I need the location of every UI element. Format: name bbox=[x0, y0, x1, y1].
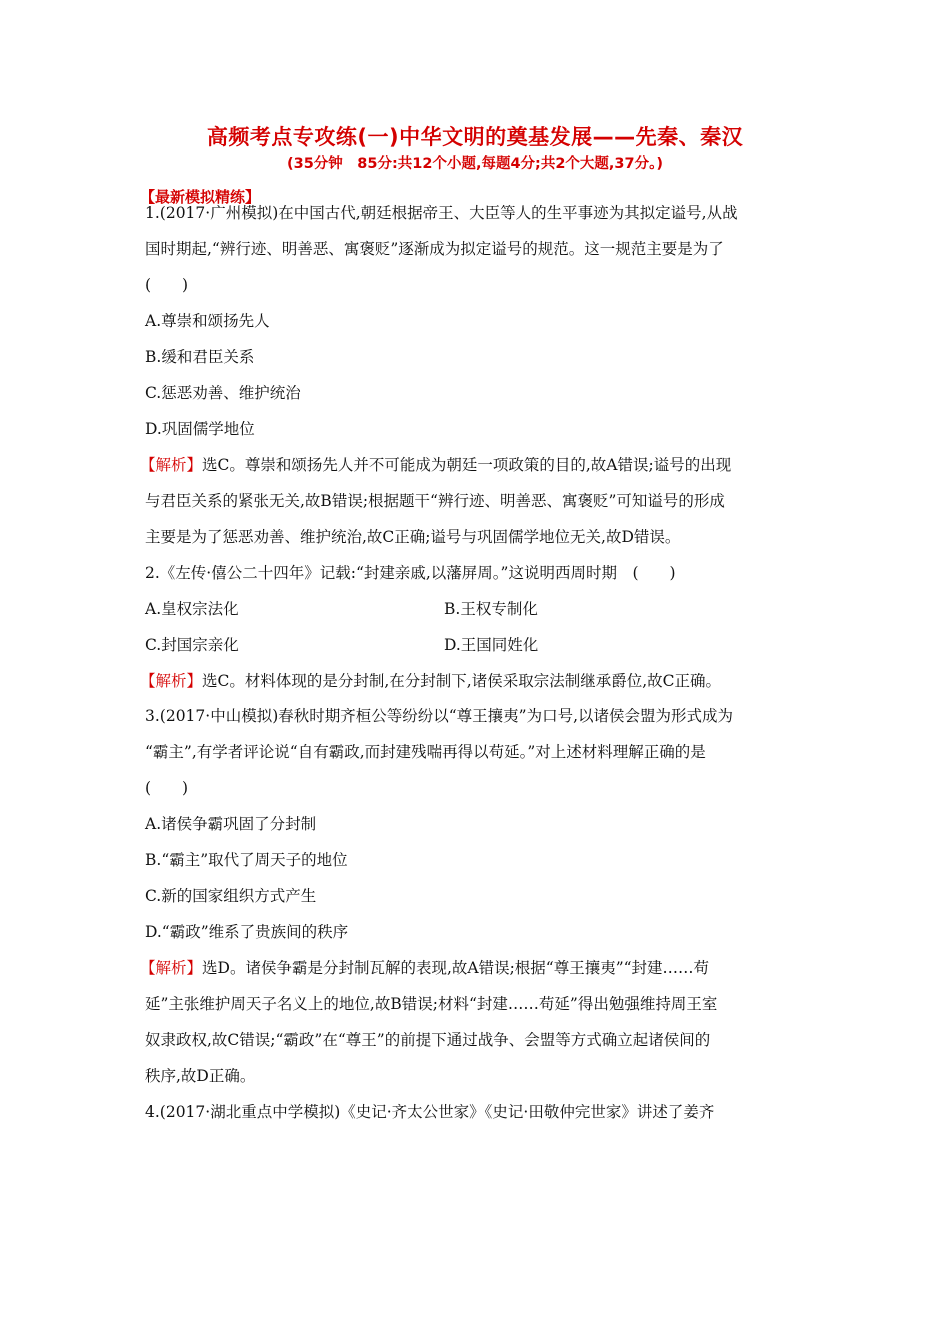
q3-option-d: D.“霸政”维系了贵族间的秩序 bbox=[145, 923, 349, 941]
q1-analysis-line-3: 主要是为了惩恶劝善、维护统治,故C正确;谥号与巩固儒学地位无关,故D错误。 bbox=[145, 528, 681, 546]
q1-analysis-text-1: 选C。尊崇和颂扬先人并不可能成为朝廷一项政策的目的,故A错误;谥号的出现 bbox=[202, 456, 732, 474]
analysis-tag: 【解析】 bbox=[140, 456, 203, 474]
q2-analysis bbox=[140, 671, 810, 691]
q3-stem-line-1: 3.(2017·中山模拟)春秋时期齐桓公等纷纷以“尊王攘夷”为口号,以诸侯会盟为形式成为 bbox=[145, 707, 734, 725]
q1-stem-line-3: ( ) bbox=[145, 276, 189, 294]
q2-option-b: B.王权专制化 bbox=[444, 600, 538, 618]
q3-analysis-line-1 bbox=[140, 958, 810, 978]
q4-stem: 4.(2017·湖北重点中学模拟)《史记·齐太公世家》《史记·田敬仲完世家》讲述了姜齐 bbox=[145, 1103, 715, 1121]
q1-option-a: A.尊崇和颂扬先人 bbox=[145, 312, 270, 330]
q3-stem-line-3: ( ) bbox=[145, 779, 189, 797]
section-label: 【最新模拟精练】 bbox=[140, 188, 261, 206]
q2-analysis-text: 选C。材料体现的是分封制,在分封制下,诸侯采取宗法制继承爵位,故C正确。 bbox=[202, 672, 722, 690]
q3-analysis-line-4: 秩序,故D正确。 bbox=[145, 1067, 256, 1085]
q3-analysis-line-3: 奴隶政权,故C错误;“霸政”在“尊王”的前提下通过战争、会盟等方式确立起诸侯间的 bbox=[145, 1031, 711, 1049]
q2-option-a: A.皇权宗法化 bbox=[145, 600, 239, 618]
q3-option-b: B.“霸主”取代了周天子的地位 bbox=[145, 851, 348, 869]
q2-stem: 2.《左传·僖公二十四年》记载:“封建亲戚,以藩屏周。”这说明西周时期 ( ) bbox=[145, 564, 676, 582]
q1-stem-line-1: 1.(2017·广州模拟)在中国古代,朝廷根据帝王、大臣等人的生平事迹为其拟定谥号,从战 bbox=[145, 204, 738, 222]
analysis-tag: 【解析】 bbox=[140, 672, 203, 690]
analysis-tag: 【解析】 bbox=[140, 959, 203, 977]
q1-stem-line-2: 国时期起,“辨行迹、明善恶、寓褒贬”逐渐成为拟定谥号的规范。这一规范主要是为了 bbox=[145, 240, 724, 258]
page-title: 高频考点专攻练(一)中华文明的奠基发展——先秦、秦汉 bbox=[206, 125, 744, 149]
q1-option-b: B.缓和君臣关系 bbox=[145, 348, 255, 366]
q1-option-d: D.巩固儒学地位 bbox=[145, 420, 255, 438]
q3-option-c: C.新的国家组织方式产生 bbox=[145, 887, 317, 905]
page-subtitle: (35分钟 85分:共12个小题,每题4分;共2个大题,37分。) bbox=[286, 156, 663, 172]
q1-analysis-line-1 bbox=[140, 455, 810, 475]
q1-analysis-line-2: 与君臣关系的紧张无关,故B错误;根据题干“辨行迹、明善恶、寓褒贬”可知谥号的形成 bbox=[145, 492, 725, 510]
q3-stem-line-2: “霸主”,有学者评论说“自有霸政,而封建残喘再得以苟延。”对上述材料理解正确的是 bbox=[145, 743, 706, 761]
q2-option-c: C.封国宗亲化 bbox=[145, 636, 239, 654]
q1-option-c: C.惩恶劝善、维护统治 bbox=[145, 384, 301, 402]
q2-option-d: D.王国同姓化 bbox=[444, 636, 539, 654]
q3-analysis-line-2: 延”主张维护周天子名义上的地位,故B错误;材料“封建……苟延”得出勉强维持周王室 bbox=[145, 995, 718, 1013]
q3-analysis-text-1: 选D。诸侯争霸是分封制瓦解的表现,故A错误;根据“尊王攘夷”“封建……苟 bbox=[202, 959, 710, 977]
q3-option-a: A.诸侯争霸巩固了分封制 bbox=[145, 815, 317, 833]
